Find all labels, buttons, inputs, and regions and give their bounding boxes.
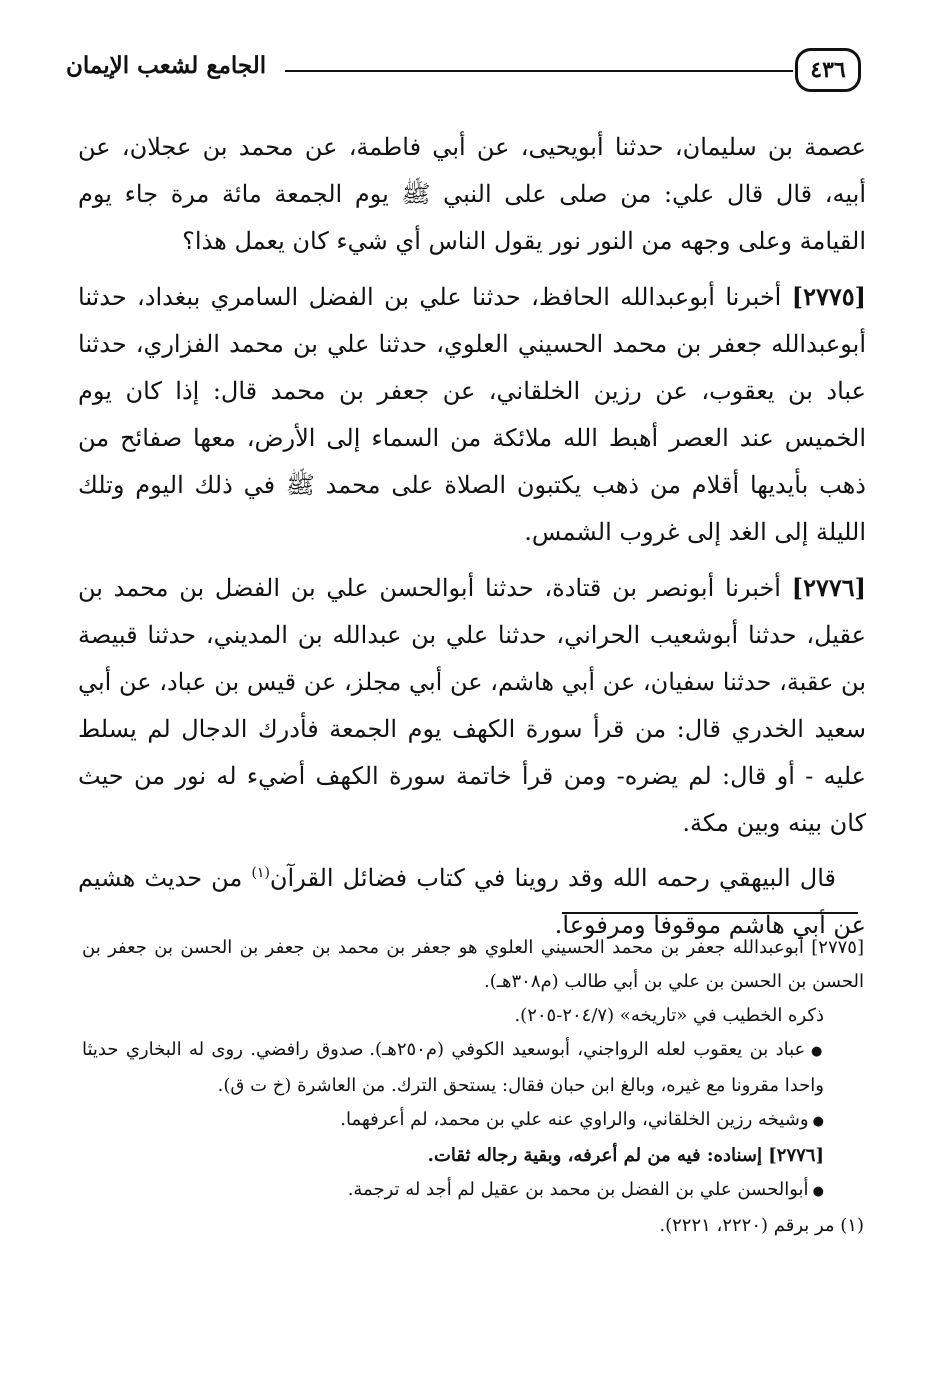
- paragraph-1: عصمة بن سليمان، حدثنا أبويحيى، عن أبي فاطمة، عن محمد بن عجلان، عن أبيه، قال قال علي: من صلى على النبي ﷺ يوم الجمعة مائة مرة جاء يوم القيامة وعلى وجهه من النور نور يقول الناس أي شيء كان يعمل هذا؟: [78, 133, 866, 255]
- header-rule: [285, 70, 793, 72]
- paragraph-4-text-b: من حديث هشيم عن أبي هاشم موقوفا ومرفوعا.: [78, 864, 866, 939]
- hadith-number-2776: [٢٧٧٦]: [791, 573, 866, 602]
- footnotes: [82, 931, 864, 1243]
- paragraph-2: [78, 273, 866, 556]
- paragraph-2-text: أخبرنا أبوعبدالله الحافظ، حدثنا علي بن الفضل السامري ببغداد، حدثنا أبوعبدالله جعفر بن محمد الحسيني العلوي، حدثنا علي بن محمد الفزاري، حدثنا عباد بن يعقوب، عن رزين الخلقاني، عن جعفر بن محمد قال: إذا كان يوم الخميس عند العصر أهبط الله ملائكة من السماء إلى الأرض، معها صفائح من ذهب بأيديها أقلام من ذهب يكتبون الصلاة على محمد ﷺ في ذلك اليوم وتلك الليلة إلى الغد إلى غروب الشمس.: [78, 283, 866, 546]
- footnote-2775: [٢٧٧٥] أبوعبدالله جعفر بن محمد الحسيني العلوي هو جعفر بن محمد بن جعفر بن الحسن بن جعفر بن الحسن بن الحسن بن علي بن أبي طالب (م٣٠٨هـ).: [82, 937, 864, 992]
- footnote-1: (١) مر برقم (٢٢٢٠، ٢٢٢١).: [659, 1215, 864, 1236]
- footnote-2776: [82, 1139, 864, 1173]
- hadith-number-2775: [٢٧٧٥]: [791, 282, 866, 311]
- paragraph-3-text: أخبرنا أبونصر بن قتادة، حدثنا أبوالحسن علي بن الفضل بن محمد بن عقيل، حدثنا أبوشعيب الحراني، حدثنا علي بن عبدالله بن المديني، حدثنا قبيصة بن عقبة، حدثنا سفيان، عن أبي هاشم، عن أبي مجلز، عن قيس بن عباد، عن أبي سعيد الخدري قال: من قرأ سورة الكهف يوم الجمعة فأدرك الدجال لم يسلط عليه - أو قال: لم يضره- ومن قرأ خاتمة سورة الكهف أضيء له نور من حيث كان بينه وبين مكة.: [78, 574, 866, 837]
- footnote-2776-number: [٢٧٧٦]: [768, 1145, 824, 1166]
- paragraph-3: [78, 564, 866, 847]
- page-number: [795, 48, 861, 92]
- footnote-mark: (١): [251, 865, 270, 881]
- paragraph-4-text-a: قال البيهقي رحمه الله وقد روينا في كتاب فضائل القرآن: [269, 864, 837, 892]
- main-text: [78, 124, 866, 957]
- footnote-abbad: ● عباد بن يعقوب لعله الرواجني، أبوسعيد الكوفي (م٢٥٠هـ). صدوق رافضي. روى له البخاري حديثا واحدا مقرونا مع غيره، وبالغ ابن حبان فقال: يستحق الترك. من العاشرة (خ ت ق).: [82, 1033, 864, 1103]
- footnote-2776-text: إسناده: فيه من لم أعرفه، وبقية رجاله ثقات.: [427, 1145, 769, 1166]
- footnote-2775-source: ذكره الخطيب في «تاريخه» (٢٠٤/٧-٢٠٥).: [514, 1005, 824, 1026]
- footnote-razin: ● وشيخه رزين الخلقاني، والراوي عنه علي بن محمد، لم أعرفهما.: [82, 1103, 864, 1139]
- page-number-text: ٤٣٦: [810, 57, 846, 83]
- running-title: الجامع لشعب الإيمان: [66, 52, 267, 79]
- footnote-separator: [562, 912, 858, 914]
- footnote-abulhasan: ● أبوالحسن علي بن الفضل بن محمد بن عقيل لم أجد له ترجمة.: [82, 1173, 864, 1209]
